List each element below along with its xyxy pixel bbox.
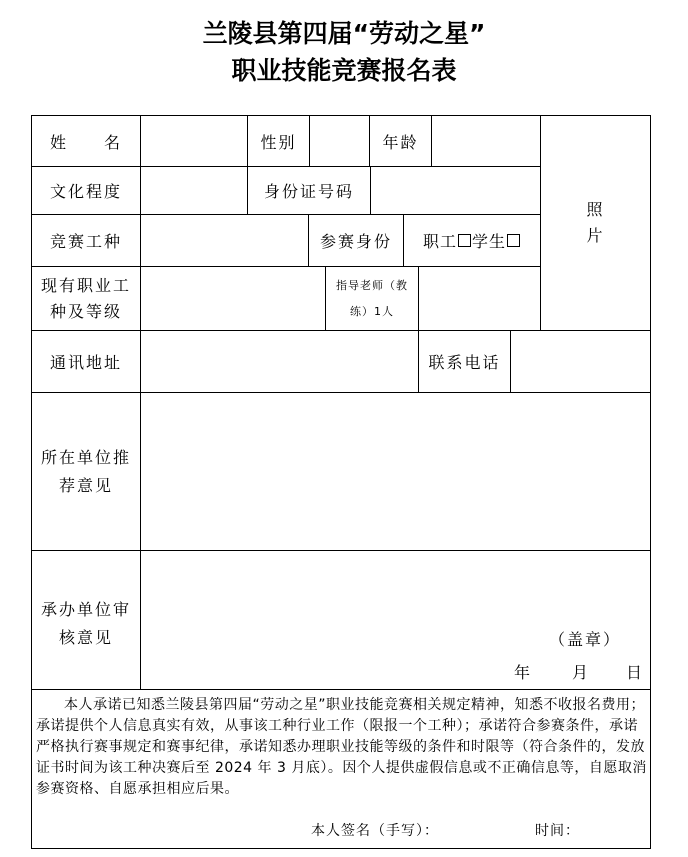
address-field[interactable]	[141, 331, 418, 392]
current-job-field[interactable]	[141, 267, 325, 330]
student-option-label: 学生	[472, 232, 507, 251]
table-border-right	[650, 115, 651, 848]
date-label: 时间：	[535, 823, 580, 839]
unit-opinion-label: 所在单位推 荐意见	[40, 447, 131, 495]
row-divider	[31, 689, 651, 690]
education-field[interactable]	[141, 167, 247, 214]
education-label: 文化程度	[49, 182, 122, 201]
worker-checkbox[interactable]	[458, 234, 471, 247]
identity-options	[404, 215, 540, 266]
form-title-line2: 职业技能竞赛报名表	[231, 56, 457, 85]
signature-label: 本人签名（手写）：	[311, 823, 439, 839]
age-field[interactable]	[432, 116, 540, 166]
name-label: 姓 名	[49, 132, 122, 152]
table-border-bottom	[31, 848, 651, 849]
photo-box[interactable]: 照 片	[586, 200, 605, 245]
student-checkbox[interactable]	[507, 234, 520, 247]
phone-field[interactable]	[511, 331, 650, 392]
trade-field[interactable]	[141, 215, 308, 266]
address-label: 通讯地址	[49, 353, 122, 372]
unit-opinion-field[interactable]	[141, 393, 650, 550]
pledge-text: 本人承诺已知悉兰陵县第四届“劳动之星”职业技能竞赛相关规定精神，知悉不收报名费用；承诺提供个人信息真实有效，从事该工种行业工作（限报一个工种）；承诺符合参赛条件，承诺严格执行赛事规定和赛事纪律，承诺知悉办理职业技能等级的条件和时限等（符合条件的，发放证书时间为该工种决赛后至 2024 年 3 月底）。因个人提供虚假信息或不正确信息等，自愿取消参赛资格、自愿承担相应后果。	[36, 697, 647, 797]
form-title-line1: 兰陵县第四届“劳动之星”	[202, 19, 486, 48]
age-label: 年龄	[382, 132, 419, 152]
name-field[interactable]	[141, 116, 247, 166]
identity-label: 参赛身份	[319, 232, 392, 251]
year-label: 年	[514, 663, 533, 682]
gender-label: 性别	[260, 132, 297, 152]
trade-label: 竞赛工种	[49, 232, 122, 251]
coach-label: 指导老师（教 练）1人	[336, 278, 408, 318]
month-label: 月	[572, 663, 591, 682]
current-job-label: 现有职业工 种及等级	[40, 275, 131, 321]
phone-label: 联系电话	[428, 353, 501, 372]
day-label: 日	[626, 663, 645, 682]
organizer-opinion-label: 承办单位审 核意见	[40, 600, 131, 647]
seal-label: （盖章）	[549, 630, 622, 649]
coach-field[interactable]	[419, 267, 540, 330]
id-number-field[interactable]	[371, 167, 540, 214]
worker-option-label: 职工	[422, 232, 457, 251]
gender-field[interactable]	[310, 116, 369, 166]
id-number-label: 身份证号码	[263, 182, 354, 201]
